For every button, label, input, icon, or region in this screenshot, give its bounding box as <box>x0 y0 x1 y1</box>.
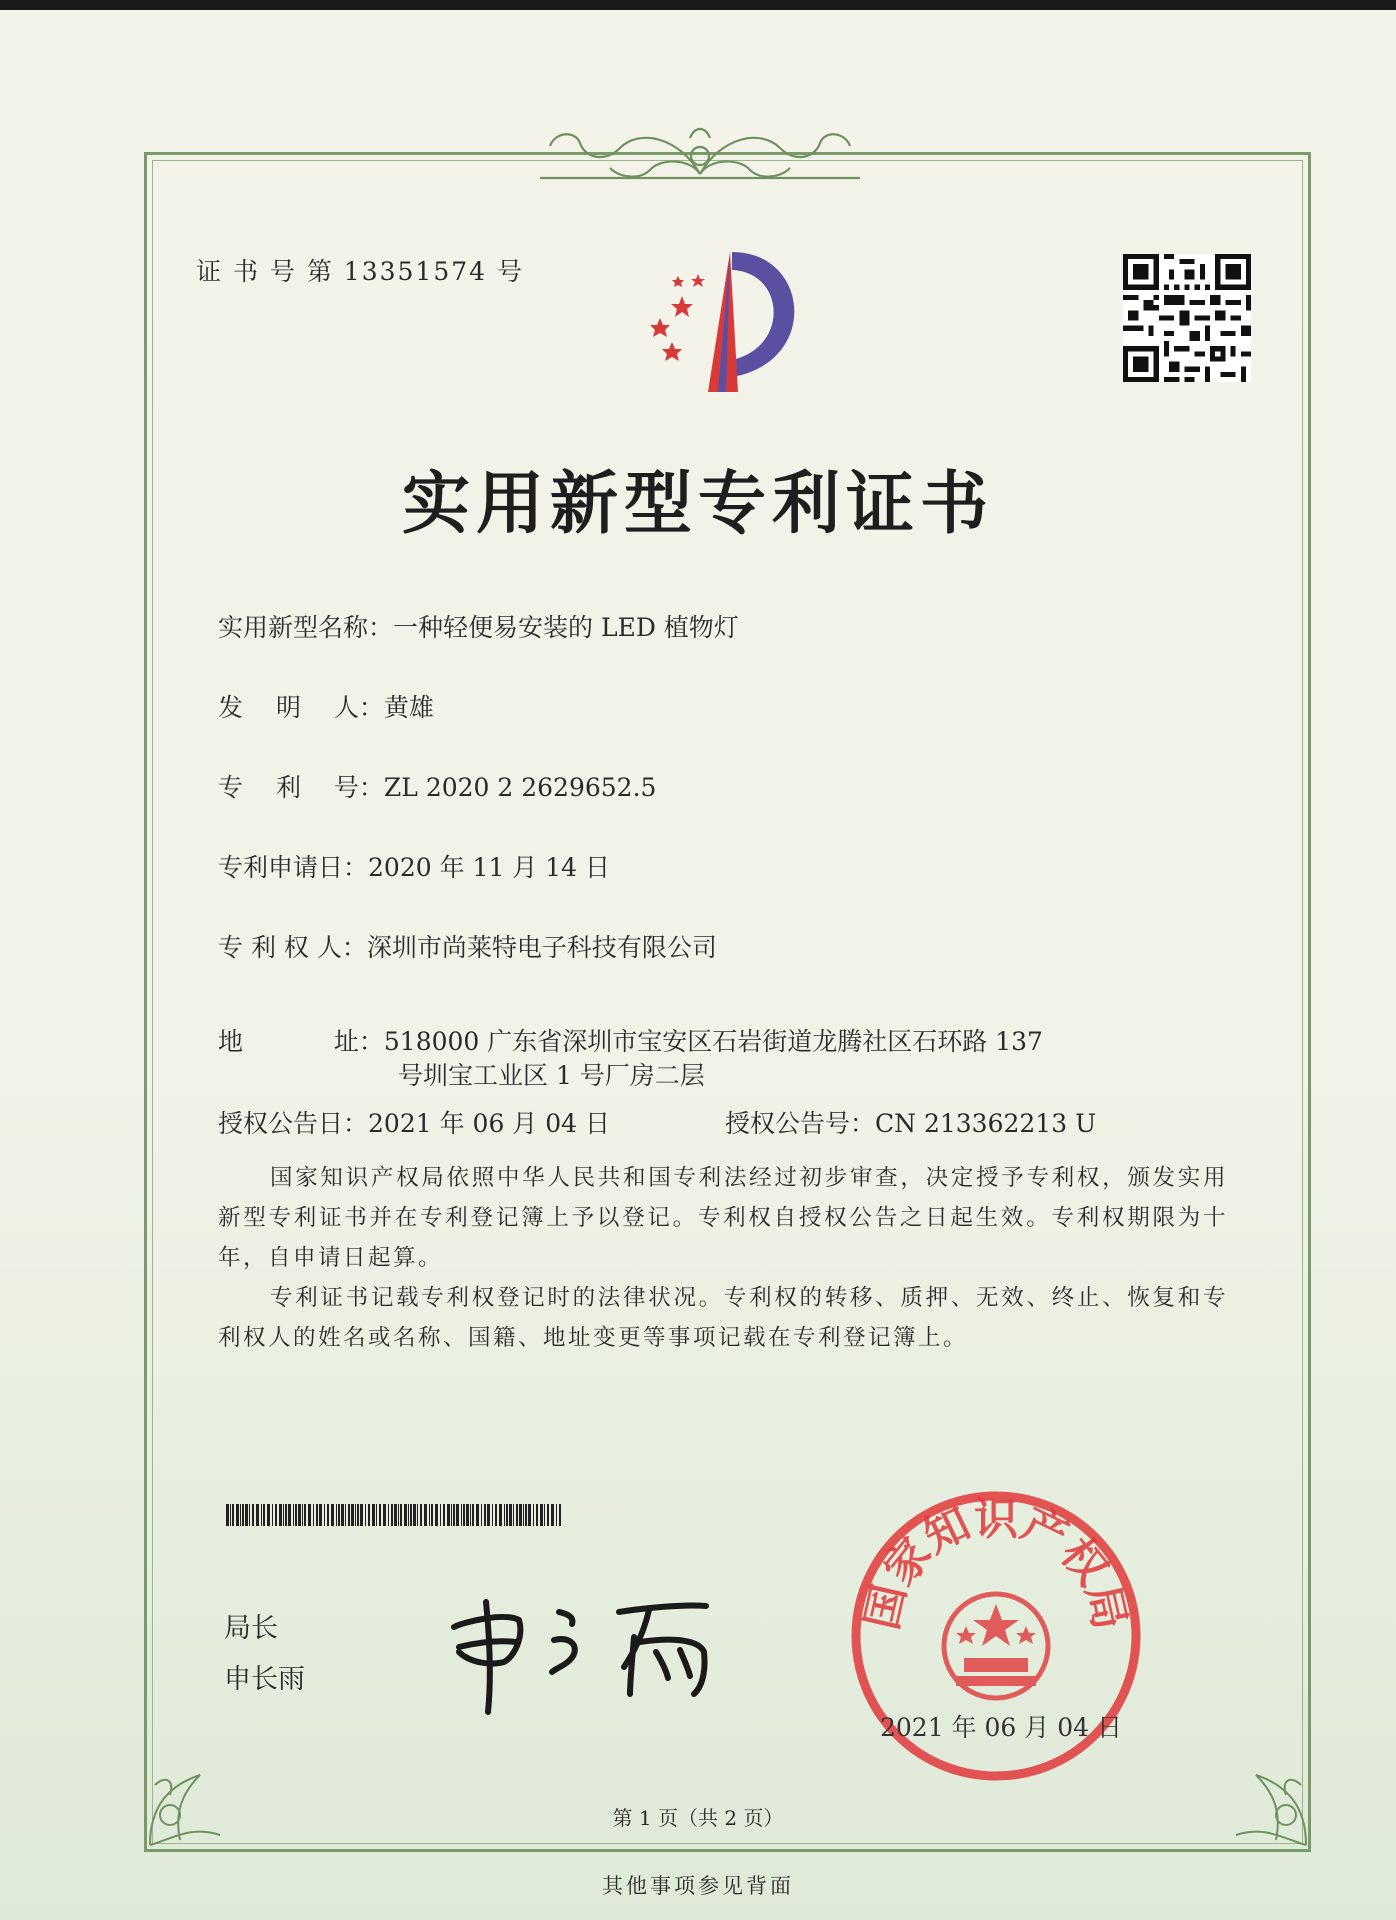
barcode-bar <box>506 1504 508 1526</box>
seal-date: 2021 年 06 月 04 日 <box>880 1713 1122 1742</box>
barcode-bar <box>283 1504 284 1526</box>
barcode-bar <box>408 1504 409 1526</box>
barcode-bar <box>302 1504 303 1526</box>
barcode-bar <box>324 1504 325 1526</box>
barcode-bar <box>429 1504 430 1526</box>
barcode-bar <box>528 1504 531 1526</box>
barcode-bar <box>504 1504 505 1526</box>
barcode-bar <box>288 1504 291 1526</box>
barcode-bar <box>249 1504 250 1526</box>
barcode-bar <box>379 1504 381 1526</box>
barcode-bar <box>245 1504 248 1526</box>
barcode-bar <box>516 1504 518 1526</box>
field-value: CN 213362213 U <box>875 1109 1097 1138</box>
barcode-bar <box>413 1504 416 1526</box>
barcode-bar <box>279 1504 282 1526</box>
director-name: 申长雨 <box>224 1664 305 1695</box>
field-label: 专 利 权 人： <box>218 933 367 962</box>
barcode-bar <box>345 1504 346 1526</box>
barcode-bar <box>252 1504 254 1526</box>
barcode-bar <box>481 1504 482 1526</box>
field-value: 518000 广东省深圳市宝安区石岩街道龙腾社区石环路 137 <box>383 1027 1043 1056</box>
barcode-bar <box>319 1504 322 1526</box>
field-label: 实用新型名称： <box>218 613 394 642</box>
certificate-paper <box>0 10 1396 1920</box>
barcode-bar <box>556 1504 557 1526</box>
barcode-bar <box>519 1504 522 1526</box>
field-label: 授权公告号： <box>725 1109 876 1138</box>
barcode-bar <box>476 1504 479 1526</box>
barcode-bar <box>551 1504 554 1526</box>
application-date-row <box>218 848 610 884</box>
barcode-bar <box>472 1504 474 1526</box>
field-value: 2020 年 11 月 14 日 <box>368 853 610 882</box>
barcode-bar <box>533 1504 534 1526</box>
barcode-bar <box>484 1504 486 1526</box>
barcode-bar <box>456 1504 459 1526</box>
barcode-bar <box>293 1504 294 1526</box>
barcode-bar <box>226 1504 229 1526</box>
certificate-number: 证 书 号 第 13351574 号 <box>196 257 524 286</box>
inventor-row <box>218 688 434 724</box>
barcode-bar <box>351 1504 354 1526</box>
barcode-bar <box>470 1504 471 1526</box>
barcode-bar <box>336 1504 337 1526</box>
barcode-bar <box>559 1504 561 1526</box>
field-value: 深圳市尚莱特电子科技有限公司 <box>366 933 717 962</box>
barcode-bar <box>232 1504 234 1526</box>
barcode-bar <box>463 1504 465 1526</box>
barcode-bar <box>261 1504 262 1526</box>
barcode-bar <box>461 1504 462 1526</box>
barcode-bar <box>285 1504 287 1526</box>
barcode-bar <box>394 1504 397 1526</box>
barcode-bar <box>304 1504 306 1526</box>
barcode-bar <box>536 1504 538 1526</box>
corner-ornament-icon <box>1226 1745 1316 1855</box>
address-row <box>218 1022 1043 1058</box>
barcode-bar <box>410 1504 412 1526</box>
address-line-2: 号圳宝工业区 1 号厂房二层 <box>398 1061 705 1090</box>
barcode-bar <box>327 1504 329 1526</box>
barcode-bar <box>540 1504 543 1526</box>
barcode-bar <box>525 1504 527 1526</box>
barcode-bar <box>372 1504 375 1526</box>
barcode-bar <box>453 1504 455 1526</box>
field-value: ZL 2020 2 2629652.5 <box>383 773 657 802</box>
barcode-bar <box>313 1504 314 1526</box>
statement-paragraph: 专利证书记载专利权登记时的法律状况。专利权的转移、质押、无效、终止、恢复和专利权人的姓名或名称、国籍、地址变更等事项记载在专利登记簿上。 <box>218 1285 1228 1351</box>
barcode <box>226 1504 562 1526</box>
barcode-bar <box>338 1504 340 1526</box>
footer-note: 其他事项参见背面 <box>602 1874 794 1898</box>
barcode-bar <box>331 1504 334 1526</box>
barcode-bar <box>451 1504 452 1526</box>
barcode-bar <box>355 1504 356 1526</box>
barcode-bar <box>316 1504 318 1526</box>
barcode-bar <box>272 1504 273 1526</box>
corner-ornament-icon <box>140 1745 230 1855</box>
barcode-bar <box>440 1504 441 1526</box>
barcode-bar <box>435 1504 438 1526</box>
barcode-bar <box>404 1504 407 1526</box>
statement-paragraph: 国家知识产权局依照中华人民共和国专利法经过初步审查，决定授予专利权，颁发实用新型专利证书并在专利登记簿上予以登记。专利权自授权公告之日起生效。专利权期限为十年，自申请日起算。 <box>218 1165 1228 1271</box>
barcode-bar <box>376 1504 377 1526</box>
cnipa-emblem-icon <box>620 242 830 412</box>
utility-name-row <box>218 608 739 644</box>
barcode-bar <box>443 1504 445 1526</box>
barcode-bar <box>487 1504 490 1526</box>
barcode-bar <box>400 1504 402 1526</box>
page-number: 第 1 页（共 2 页） <box>612 1806 784 1830</box>
barcode-bar <box>236 1504 239 1526</box>
barcode-bar <box>275 1504 277 1526</box>
barcode-bar <box>509 1504 512 1526</box>
barcode-bar <box>523 1504 524 1526</box>
field-value: 一种轻便易安装的 LED 植物灯 <box>393 613 739 642</box>
handwritten-signature <box>444 1582 734 1722</box>
patentee-row <box>218 928 717 964</box>
barcode-bar <box>499 1504 502 1526</box>
barcode-bar <box>242 1504 244 1526</box>
barcode-bar <box>544 1504 545 1526</box>
barcode-bar <box>256 1504 259 1526</box>
barcode-bar <box>263 1504 265 1526</box>
barcode-bar <box>360 1504 363 1526</box>
barcode-bar <box>420 1504 422 1526</box>
barcode-bar <box>341 1504 344 1526</box>
barcode-bar <box>417 1504 418 1526</box>
barcode-bar <box>308 1504 311 1526</box>
field-value: 2021 年 06 月 04 日 <box>368 1109 610 1138</box>
field-label: 发 明 人： <box>218 693 384 722</box>
qr-code <box>1123 254 1251 382</box>
barcode-bar <box>383 1504 386 1526</box>
barcode-bar <box>424 1504 427 1526</box>
director-title: 局长 <box>224 1613 278 1644</box>
barcode-bar <box>295 1504 297 1526</box>
grant-publication-number <box>725 1104 1096 1140</box>
barcode-bar <box>240 1504 241 1526</box>
barcode-bar <box>298 1504 301 1526</box>
barcode-bar <box>513 1504 514 1526</box>
barcode-bar <box>391 1504 393 1526</box>
barcode-bar <box>495 1504 497 1526</box>
field-label: 专利申请日： <box>218 853 369 882</box>
barcode-bar <box>368 1504 370 1526</box>
barcode-bar <box>357 1504 359 1526</box>
barcode-bar <box>267 1504 270 1526</box>
barcode-bar <box>388 1504 389 1526</box>
seal-text: 国家知识产权局 <box>856 1493 1136 1635</box>
barcode-bar <box>466 1504 469 1526</box>
barcode-bar <box>447 1504 450 1526</box>
top-ornament-icon <box>530 118 870 188</box>
barcode-bar <box>230 1504 231 1526</box>
field-label: 授权公告日： <box>218 1109 369 1138</box>
field-value: 黄雄 <box>383 693 434 722</box>
barcode-bar <box>492 1504 493 1526</box>
certificate-title: 实用新型专利证书 <box>401 464 994 544</box>
field-label: 地 址： <box>218 1027 384 1056</box>
patent-number-row <box>218 768 656 804</box>
grant-date-row <box>218 1104 610 1140</box>
barcode-bar <box>431 1504 433 1526</box>
barcode-bar <box>398 1504 399 1526</box>
barcode-bar <box>547 1504 549 1526</box>
barcode-bar <box>365 1504 366 1526</box>
barcode-bar <box>348 1504 350 1526</box>
field-label: 专 利 号： <box>218 773 384 802</box>
